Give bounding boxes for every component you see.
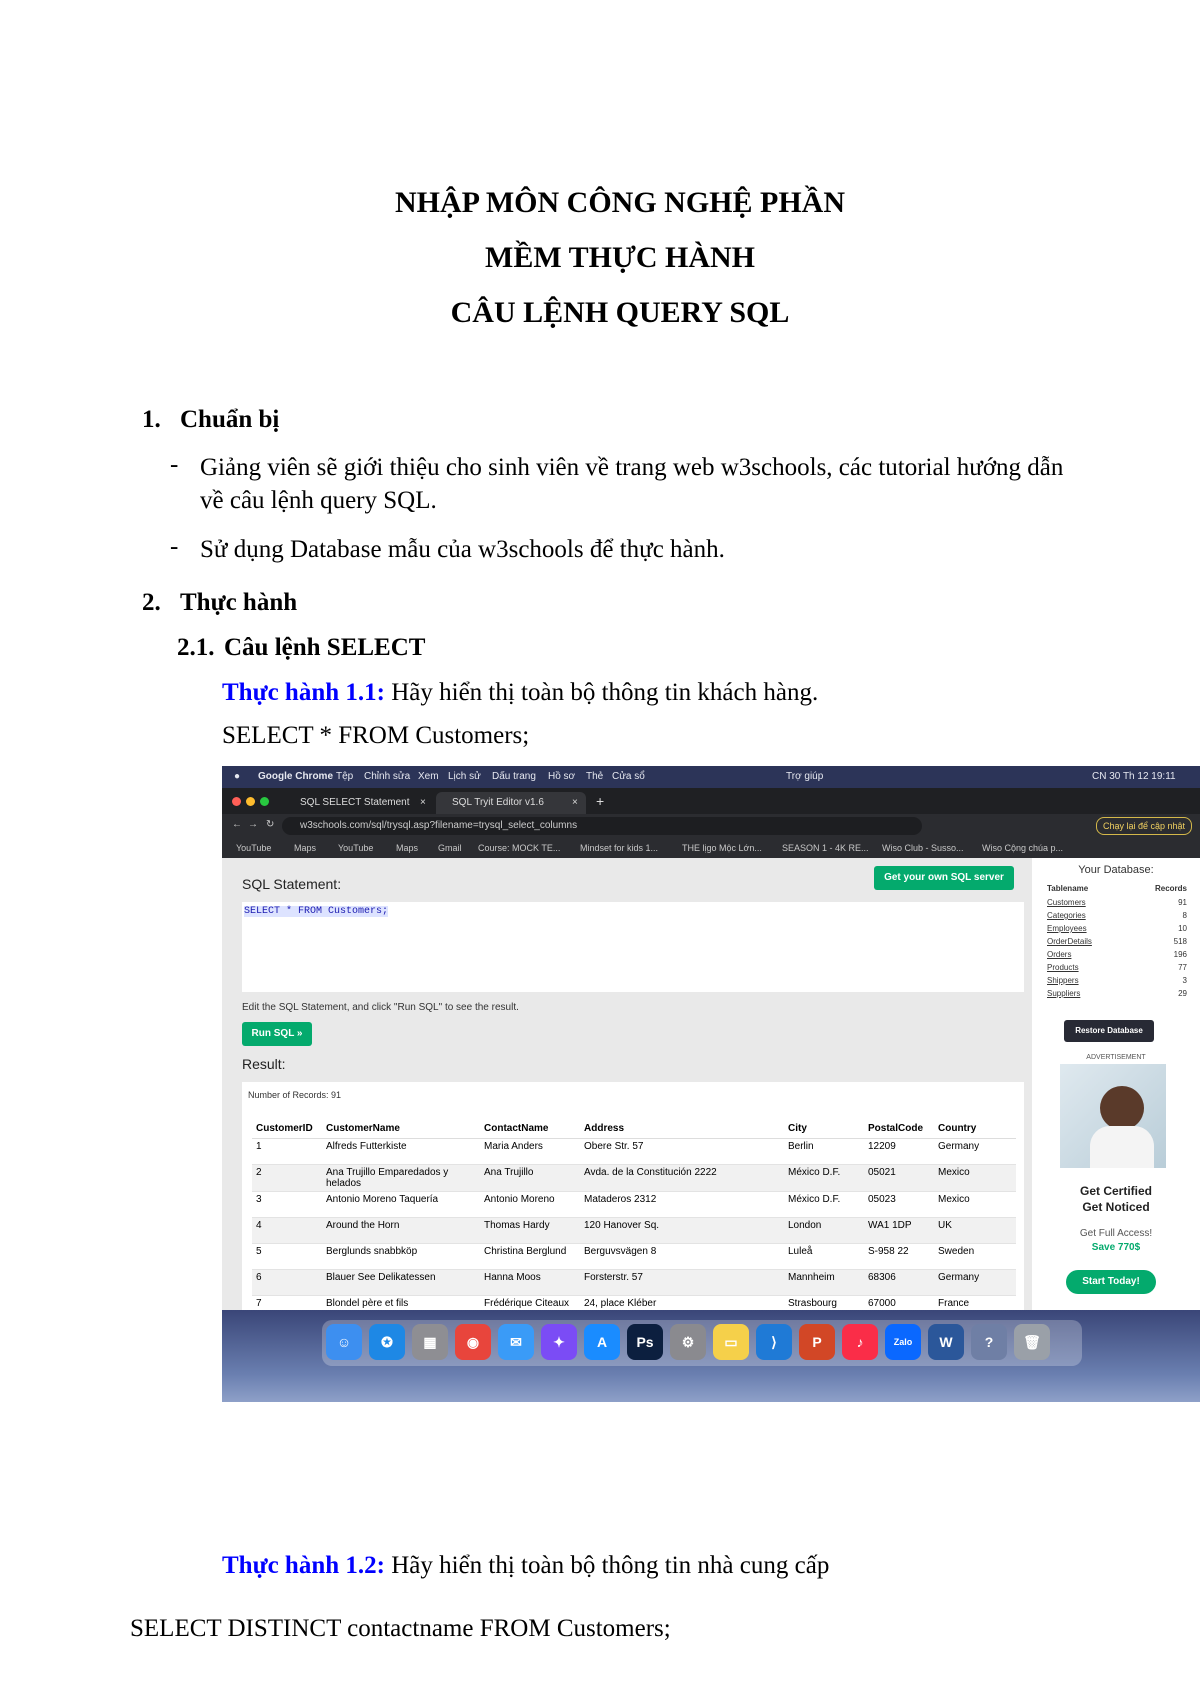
result-heading: Result: — [242, 1056, 286, 1072]
settings-icon[interactable]: ⚙ — [670, 1324, 706, 1360]
db-table-name[interactable]: Shippers — [1047, 976, 1079, 985]
bookmark-item[interactable]: Mindset for kids 1... — [580, 843, 659, 853]
database-sidebar — [1032, 858, 1200, 1310]
db-table-records: 29 — [1178, 989, 1187, 998]
table-cell: Sweden — [934, 1244, 1016, 1270]
db-table-name[interactable]: Suppliers — [1047, 989, 1081, 998]
bookmark-item[interactable]: Wiso Cộng chúa p... — [982, 843, 1064, 853]
records-count: Number of Records: 91 — [248, 1090, 342, 1100]
table-cell: 3 — [252, 1192, 322, 1218]
section1-heading: Chuẩn bị — [180, 406, 280, 433]
powerpoint-icon[interactable]: P — [799, 1324, 835, 1360]
bookmark-item[interactable]: Course: MOCK TE... — [478, 843, 561, 853]
your-database-title: Your Database: — [1078, 864, 1154, 876]
menubar-item[interactable]: Xem — [418, 771, 439, 782]
tab-tryit-editor[interactable] — [436, 792, 586, 814]
tab-sql-select[interactable] — [284, 792, 434, 814]
safari-icon[interactable]: ✪ — [369, 1324, 405, 1360]
bookmark-item[interactable]: Wiso Club - Susso... — [882, 843, 964, 853]
table-cell: 2 — [252, 1165, 322, 1192]
table-cell: 67000 — [864, 1296, 934, 1322]
column-header: CustomerID — [252, 1118, 322, 1139]
notes-icon[interactable]: ▭ — [713, 1324, 749, 1360]
browser-urlbar — [222, 814, 1200, 838]
table-cell: Germany — [934, 1139, 1016, 1165]
bullet-text: Giảng viên sẽ giới thiệu cho sinh viên về trang web w3schools, các tutorial hướng dẫn về câu lệnh query SQL. — [200, 454, 1064, 514]
table-cell: S-958 22 — [864, 1244, 934, 1270]
subsection-number: 2.1. — [177, 634, 215, 661]
chrome-icon[interactable]: ◉ — [455, 1324, 491, 1360]
table-row — [252, 1270, 1016, 1296]
doc-title-line-1: NHẬP MÔN CÔNG NGHỆ PHẦN — [395, 186, 845, 219]
restore-database-button[interactable]: Restore Database — [1064, 1020, 1154, 1042]
exercise-label: Thực hành 1.2: — [222, 1552, 385, 1579]
exercise-text: Hãy hiển thị toàn bộ thông tin nhà cung cấp — [384, 1552, 830, 1579]
menubar-item[interactable]: Lịch sử — [448, 771, 481, 782]
db-table-records: 8 — [1182, 911, 1187, 920]
menubar-item[interactable]: Chỉnh sửa — [364, 771, 411, 782]
trash-icon[interactable]: 🗑 — [1014, 1324, 1050, 1360]
bookmark-item[interactable]: Maps — [396, 843, 419, 853]
finder-icon[interactable]: ☺ — [326, 1324, 362, 1360]
db-table-name[interactable]: Categories — [1047, 911, 1086, 920]
doc-title-line-3: CÂU LỆNH QUERY SQL — [450, 296, 790, 329]
person-photo — [1100, 1086, 1144, 1130]
table-row — [252, 1165, 1016, 1192]
table-cell: Mannheim — [784, 1270, 864, 1296]
table-cell: Maria Anders — [480, 1139, 580, 1165]
mail-icon[interactable]: ✉ — [498, 1324, 534, 1360]
zalo-icon[interactable]: Zalo — [885, 1324, 921, 1360]
table-row — [252, 1139, 1016, 1165]
person-shirt — [1090, 1126, 1154, 1168]
section1-number: 1. — [142, 406, 161, 433]
mac-menubar — [222, 766, 1200, 788]
exercise-text: Hãy hiển thị toàn bộ thông tin khách hàng. — [384, 679, 819, 706]
sql-editor[interactable] — [242, 902, 1024, 992]
run-sql-button[interactable]: Run SQL » — [242, 1022, 312, 1046]
table-cell: London — [784, 1218, 864, 1244]
table-cell: Antonio Moreno — [480, 1192, 580, 1218]
column-header: ContactName — [480, 1118, 580, 1139]
table-cell: Blondel père et fils — [322, 1296, 480, 1322]
db-table-name[interactable]: OrderDetails — [1047, 937, 1092, 946]
menubar-item[interactable]: Thẻ — [586, 771, 604, 782]
table-cell: 7 — [252, 1296, 322, 1322]
plus-icon: + — [596, 793, 605, 809]
exercise-1-1 — [222, 679, 818, 707]
ad-title-1: Get Certified — [1079, 1184, 1152, 1198]
sql-statement-heading: SQL Statement: — [242, 876, 342, 892]
bullet-dash: - — [170, 451, 179, 478]
result-panel — [242, 1082, 1024, 1310]
mac-dock — [222, 1310, 1200, 1402]
ad-title-2: Get Noticed — [1082, 1200, 1150, 1214]
table-header-row — [252, 1118, 1016, 1139]
table-cell: Forsterstr. 57 — [580, 1270, 784, 1296]
zoom-window-icon[interactable] — [260, 797, 269, 806]
section2-number: 2. — [142, 589, 161, 616]
menubar-item[interactable]: Cửa sổ — [612, 771, 645, 782]
exercise-1-1-sql: SELECT * FROM Customers; — [222, 722, 530, 749]
start-today-button[interactable]: Start Today! — [1066, 1270, 1156, 1294]
minimize-window-icon[interactable] — [246, 797, 255, 806]
db-table-name[interactable]: Customers — [1047, 898, 1086, 907]
db-table-records: 10 — [1178, 924, 1187, 933]
table-cell: Christina Berglund — [480, 1244, 580, 1270]
apple-icon: ● — [234, 771, 241, 782]
table-cell: Blauer See Delikatessen — [322, 1270, 480, 1296]
table-cell: 12209 — [864, 1139, 934, 1165]
profile-update-button[interactable]: Chạy lại để cập nhật — [1096, 817, 1192, 835]
menubar-app: Google Chrome — [258, 771, 334, 782]
close-window-icon[interactable] — [232, 797, 241, 806]
table-cell: México D.F. — [784, 1165, 864, 1192]
table-cell: Avda. de la Constitución 2222 — [580, 1165, 784, 1192]
table-cell: Obere Str. 57 — [580, 1139, 784, 1165]
table-cell: 120 Hanover Sq. — [580, 1218, 784, 1244]
db-table-records: 196 — [1173, 950, 1187, 959]
table-cell: 68306 — [864, 1270, 934, 1296]
exercise-1-2-sql: SELECT DISTINCT contactname FROM Customers; — [130, 1615, 671, 1642]
ad-price: Save 770$ — [1091, 1242, 1141, 1253]
db-table-records: 518 — [1173, 937, 1187, 946]
embedded-screenshot — [222, 766, 1200, 1402]
table-cell: Mataderos 2312 — [580, 1192, 784, 1218]
table-cell: Berlin — [784, 1139, 864, 1165]
back-icon[interactable]: ← — [232, 819, 242, 830]
table-cell: 24, place Kléber — [580, 1296, 784, 1322]
bookmark-item[interactable]: SEASON 1 - 4K RE... — [782, 843, 869, 853]
browser-tabbar — [222, 788, 1200, 814]
tryit-content — [222, 858, 1032, 1310]
section2-heading: Thực hành — [180, 589, 298, 616]
menubar-clock: CN 30 Th 12 19:11 — [1092, 771, 1176, 782]
editor-hint: Edit the SQL Statement, and click "Run SQL" to see the result. — [242, 1002, 519, 1013]
tab-label: SQL Tryit Editor v1.6 — [452, 797, 544, 808]
result-table — [252, 1118, 1016, 1322]
ad-image[interactable] — [1060, 1064, 1166, 1168]
table-row — [252, 1244, 1016, 1270]
table-cell: Berglunds snabbköp — [322, 1244, 480, 1270]
table-cell: México D.F. — [784, 1192, 864, 1218]
launchpad-icon[interactable]: ▦ — [412, 1324, 448, 1360]
db-table-records: 91 — [1178, 898, 1187, 907]
table-cell: Ana Trujillo — [480, 1165, 580, 1192]
doc-title-line-2: MỀM THỰC HÀNH — [485, 241, 755, 274]
table-row — [252, 1192, 1016, 1218]
table-cell: Alfreds Futterkiste — [322, 1139, 480, 1165]
menubar-item[interactable]: Dấu trang — [492, 771, 536, 782]
tab-label: SQL SELECT Statement — [300, 797, 410, 808]
tab-close-icon[interactable]: × — [572, 797, 578, 808]
bullet-text: Sử dụng Database mẫu của w3schools để thực hành. — [200, 536, 725, 563]
help-icon[interactable]: ? — [971, 1324, 1007, 1360]
bookmark-item[interactable]: THE lịgo Mộc Lớn... — [682, 843, 762, 853]
ad-access-text: Get Full Access! — [1079, 1228, 1153, 1239]
bookmarks-bar — [222, 838, 1200, 858]
url-text: w3schools.com/sql/trysql.asp?filename=trysql_select_columns — [300, 820, 578, 831]
tablename-header: Tablename — [1047, 884, 1089, 893]
column-header: City — [784, 1118, 864, 1139]
exercise-1-2 — [222, 1552, 829, 1580]
column-header: Country — [934, 1118, 1016, 1139]
db-table-records: 77 — [1178, 963, 1187, 972]
records-header: Records — [1154, 884, 1187, 893]
subsection-heading: Câu lệnh SELECT — [224, 634, 426, 661]
table-cell: Strasbourg — [784, 1296, 864, 1322]
table-cell: WA1 1DP — [864, 1218, 934, 1244]
sql-code: SELECT * FROM Customers; — [244, 906, 389, 917]
word-icon[interactable]: W — [928, 1324, 964, 1360]
table-cell: UK — [934, 1218, 1016, 1244]
column-header: Address — [580, 1118, 784, 1139]
bookmark-item[interactable]: YouTube — [236, 843, 272, 853]
table-cell: Mexico — [934, 1165, 1016, 1192]
db-table-records: 3 — [1182, 976, 1187, 985]
table-cell: Mexico — [934, 1192, 1016, 1218]
table-cell: Germany — [934, 1270, 1016, 1296]
table-cell: Around the Horn — [322, 1218, 480, 1244]
exercise-label: Thực hành 1.1: — [222, 679, 385, 706]
photoshop-icon[interactable]: Ps — [627, 1324, 663, 1360]
bookmark-item[interactable]: Maps — [294, 843, 317, 853]
db-table-name[interactable]: Orders — [1047, 950, 1072, 959]
menubar-item[interactable]: Hồ sơ — [548, 771, 576, 782]
new-tab-button[interactable] — [592, 792, 612, 814]
reload-icon[interactable]: ↻ — [266, 819, 275, 830]
table-cell: 05023 — [864, 1192, 934, 1218]
table-cell: Luleå — [784, 1244, 864, 1270]
vscode-icon[interactable]: ⟩ — [756, 1324, 792, 1360]
advertisement-label: ADVERTISEMENT — [1086, 1054, 1146, 1061]
table-cell: 05021 — [864, 1165, 934, 1192]
get-sql-server-button[interactable]: Get your own SQL server — [874, 866, 1014, 890]
table-cell: Frédérique Citeaux — [480, 1296, 580, 1322]
menubar-help[interactable]: Trợ giúp — [786, 771, 824, 782]
result-table-body — [252, 1139, 1016, 1322]
table-cell: 1 — [252, 1139, 322, 1165]
table-cell: 4 — [252, 1218, 322, 1244]
db-table-name[interactable]: Products — [1047, 963, 1079, 972]
table-cell: Thomas Hardy — [480, 1218, 580, 1244]
appstore-icon[interactable]: A — [584, 1324, 620, 1360]
table-cell: Berguvsvägen 8 — [580, 1244, 784, 1270]
address-bar[interactable] — [282, 817, 922, 835]
column-header: PostalCode — [864, 1118, 934, 1139]
table-cell: Antonio Moreno Taquería — [322, 1192, 480, 1218]
table-cell: Hanna Moos — [480, 1270, 580, 1296]
db-table-name[interactable]: Employees — [1047, 924, 1087, 933]
bookmark-item[interactable]: Gmail — [438, 843, 462, 853]
tab-close-icon[interactable]: × — [420, 797, 426, 808]
column-header: CustomerName — [322, 1118, 480, 1139]
messenger-icon[interactable]: ✦ — [541, 1324, 577, 1360]
bookmark-item[interactable]: YouTube — [338, 843, 374, 853]
music-icon[interactable]: ♪ — [842, 1324, 878, 1360]
table-cell: 5 — [252, 1244, 322, 1270]
forward-icon[interactable]: → — [248, 819, 258, 830]
table-cell: 6 — [252, 1270, 322, 1296]
menubar-item[interactable]: Tệp — [336, 771, 354, 782]
table-row — [252, 1218, 1016, 1244]
table-cell: Ana Trujillo Emparedados y helados — [322, 1165, 480, 1192]
bullet-dash: - — [170, 533, 179, 560]
table-cell: France — [934, 1296, 1016, 1322]
